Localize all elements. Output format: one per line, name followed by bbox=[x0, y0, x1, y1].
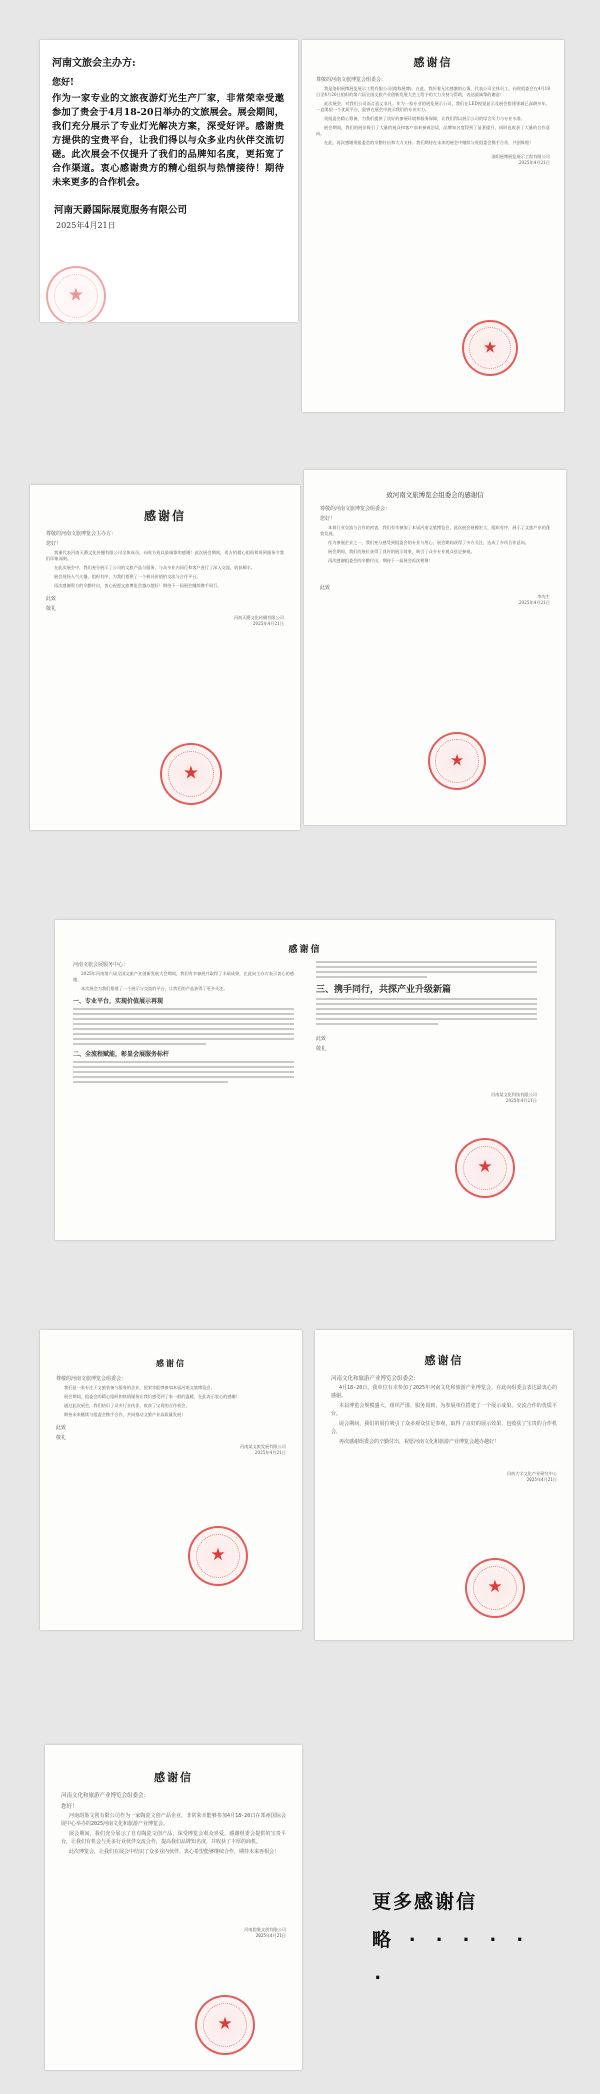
thank-you-letter-3 bbox=[30, 485, 300, 830]
letter5-columns bbox=[73, 961, 537, 1104]
thank-you-letter-5 bbox=[55, 920, 555, 1240]
letter5-right-column bbox=[316, 961, 537, 1104]
letter5-text-block bbox=[316, 998, 537, 1025]
letter5-signature-date: 2025年4月21日 bbox=[505, 1098, 537, 1103]
more-letters-line1: 更多感谢信 bbox=[372, 1891, 478, 1913]
letter8-paragraph: 展会期间，我们充分展示了自有陶瓷文创产品，深受博览会观众喜爱，感谢组委会提供的宝贵平台，让我们有机会与更多行业伙伴交流合作，提高我们品牌知名度，并收获了丰厚的商机。 bbox=[61, 1831, 286, 1845]
letter7-title: 感谢信 bbox=[424, 1354, 464, 1367]
seal-star-icon: ★ bbox=[487, 1577, 503, 1597]
letter4-paragraph: 展会期间，我们的展位获得了良好的展示效果，吸引了众多专业观众驻足参观。 bbox=[328, 549, 475, 554]
letter4-title: 致河南文旅博览会组委会的感谢信 bbox=[386, 491, 484, 499]
seal-star-icon: ★ bbox=[210, 1545, 226, 1565]
company-seal bbox=[188, 1526, 248, 1586]
letter8-paragraph: 河南韵鉴文创有限公司作为一家陶瓷文创产品企业，非常荣幸能够参加4月18-20日在郑州国际会展中心举办的2025河南文化和旅游产业博览会。 bbox=[61, 1813, 286, 1827]
seal-star-icon: ★ bbox=[482, 337, 498, 357]
letter6-paragraph: 通过此次展会，我们结识了众多行业伙伴，收获了宝贵的合作机会。 bbox=[64, 1403, 190, 1408]
letter2-paragraph: 在此，再次感谢贵组委会的辛勤付出和大力支持。我们期待在未来的展会中继续与贵组委会携手合作，共创辉煌！ bbox=[324, 140, 534, 145]
letter5-signature-company: 河南某文化科技有限公司 bbox=[490, 1092, 537, 1097]
company-seal bbox=[46, 266, 106, 322]
letter5-title: 感谢信 bbox=[288, 945, 322, 955]
letter6-signature-date: 2025年4月21日 bbox=[254, 1450, 286, 1455]
letter3-paragraph: 在此次展会中，我们充分展示了公司的文旅产品与服务，与众多业内同行和客户进行了深入交流，收获颇丰。 bbox=[54, 565, 256, 570]
letter1-body: 作为一家专业的文旅夜游灯光生产厂家，非常荣幸受邀参加了贵会于4月18-20日举办的文旅展会。展会期间，我们充分展示了专业灯光解决方案，深受好评。感谢贵方提供的宝贵平台，让我们得以与众多业内伙伴交流切磋。此次展会不仅提升了我们的品牌知名度，更拓宽了合作渠道。衷心感谢贵方的精心组织与热情接待！期待未来更多的合作机会。 bbox=[52, 93, 284, 188]
letter5-closing: 此致 bbox=[316, 1036, 327, 1042]
letter3-addressee: 尊敬的河南文旅博览会主办方： bbox=[46, 531, 117, 537]
letter7-addressee: 河南文化和旅游产业博览会组委会： bbox=[331, 1376, 420, 1382]
letter3-paragraph: 我谨代表河南天爵文化传播有限公司全体成员，向贵方致以最诚挚的感谢！此次展会期间，贵方的精心组织和周到服务令我们印象深刻。 bbox=[46, 550, 284, 561]
letter3-signature-date: 2025年4月21日 bbox=[252, 621, 284, 626]
letter6-closing2: 敬礼 bbox=[56, 1435, 67, 1441]
letter4-greeting: 您好！ bbox=[320, 516, 336, 522]
letter2-title: 感谢信 bbox=[413, 56, 453, 69]
letter1-addressee: 河南文旅会主办方: bbox=[52, 58, 136, 69]
thank-you-letter-7 bbox=[315, 1330, 573, 1640]
letter8-signature-company: 河南韵鉴文创有限公司 bbox=[244, 1926, 286, 1932]
letter6-addressee: 尊敬的河南文旅博览会组委会： bbox=[56, 1376, 127, 1382]
letter8-addressee: 河南文化和旅游产业博览会组委会： bbox=[61, 1793, 150, 1799]
letter6-signature-company: 河南某文旅发展有限公司 bbox=[239, 1444, 286, 1449]
letter2-signature-date: 2025年4月21日 bbox=[518, 160, 550, 165]
company-seal bbox=[160, 743, 222, 805]
letter4-signature-name: 李先生 bbox=[537, 594, 550, 599]
letter1-signature-date: 2025年4月21日 bbox=[56, 221, 116, 230]
letter7-paragraph: 本届博览会规模盛大、组织严谨、服务周到，为参展单位搭建了一个展示成果、交流合作的优质平台。 bbox=[331, 1403, 557, 1417]
letter2-paragraph: 展会期间，我们的展位吸引了大量的观众和客户前来参观洽谈，品牌知名度得到了显著提升，同时也收获了大量的合作意向。 bbox=[316, 125, 550, 136]
letter7-paragraph: 再次感谢组委会的辛勤付出，祝愿河南文化和旅游产业博览会越办越好！ bbox=[339, 1439, 500, 1445]
letter6-closing: 此致 bbox=[56, 1425, 67, 1431]
letter6-paragraph: 展会期间，组委会的精心组织和热情服务让我们感受到了家一般的温暖，在此表示衷心的感谢！ bbox=[64, 1394, 240, 1399]
letter2-signature-company: 洛阳展博展览展示工程有限公司 bbox=[491, 154, 550, 159]
letter7-paragraph: 4月18-20日，我单位有幸参加了2025年河南文化和旅游产业博览会，在此向组委会表达最衷心的感谢。 bbox=[331, 1385, 557, 1399]
company-seal bbox=[462, 320, 518, 376]
letter3-paragraph: 展会现场人气火爆，组织有序，为我们搭建了一个极具价值的交流与合作平台。 bbox=[54, 574, 201, 579]
letter5-text-block bbox=[73, 1061, 294, 1083]
company-seal bbox=[455, 1138, 515, 1198]
seal-star-icon: ★ bbox=[67, 284, 85, 306]
letter7-signature-date: 2025年4月21日 bbox=[526, 1476, 557, 1482]
seal-star-icon: ★ bbox=[182, 762, 200, 784]
letter8-greeting: 您好！ bbox=[61, 1804, 78, 1810]
letter6-paragraph: 我们是一家专注于文旅装备与服务的企业，很荣幸能够参加本届河南文旅博览会。 bbox=[64, 1385, 215, 1390]
company-seal bbox=[195, 1995, 255, 2055]
letter5-paragraph: 本次展会为我们搭建了一个展示与交流的平台，让我们的产品获得了更多关注。 bbox=[81, 986, 228, 991]
letter3-closing: 此致 bbox=[46, 596, 57, 602]
letter4-closing: 此致 bbox=[320, 585, 331, 591]
letter4-paragraph: 作为参展企业之一，我们充分感受到组委会的专业与用心，展会期间获得了多方关注，达成了多项合作意向。 bbox=[328, 540, 530, 545]
letter7-paragraph: 展会期间，我们的展位吸引了众多观众驻足参观，取得了良好的展示效果，也收获了宝贵的合作机会。 bbox=[331, 1421, 557, 1435]
letter5-text-block bbox=[316, 961, 537, 978]
more-letters-caption bbox=[372, 1883, 552, 1997]
thank-you-letter-2 bbox=[302, 40, 564, 412]
letter2-paragraph: 此次展会，对我们公司而言意义非凡。作为一家专业的展览展示公司，我们在LED视觉显示及展会搭建领域已深耕多年，一直渴望一个优质平台，能够在展会中展示我们的专业实力。 bbox=[316, 101, 550, 112]
letter3-paragraph: 再次感谢贵方的辛勤付出，衷心祝愿文旅博览会越办越好！期待下一届展会继续携手同行。 bbox=[54, 583, 222, 588]
letter1-greeting: 您好! bbox=[52, 78, 74, 88]
letter5-closing2: 敬礼 bbox=[316, 1046, 327, 1052]
letter5-left-column bbox=[73, 961, 294, 1104]
letter5-addressee: 河南文旅会展服务中心： bbox=[73, 962, 129, 968]
letter5-text-block bbox=[73, 1008, 294, 1045]
letter2-paragraph: 贵组委会精心筹备，为我们提供了良好的参展环境和服务保障，让我们得以展示公司的综合实力与专业水准。 bbox=[324, 116, 526, 121]
letter6-paragraph: 期待未来继续与组委会携手合作，共同推动文旅产业高质量发展！ bbox=[64, 1412, 186, 1417]
letter4-addressee: 尊敬的河南文旅博览会组委会： bbox=[320, 506, 391, 512]
letter4-signature-date: 2025年4月21日 bbox=[518, 600, 550, 605]
thank-you-letter-1 bbox=[40, 40, 298, 322]
letter3-signature-company: 河南天爵文化传播有限公司 bbox=[233, 615, 284, 620]
seal-star-icon: ★ bbox=[217, 2014, 233, 2034]
letter8-signature-date: 2025年4月21日 bbox=[255, 1932, 286, 1938]
letter3-closing2: 敬礼 bbox=[46, 606, 57, 612]
thank-you-letter-6 bbox=[40, 1330, 302, 1630]
seal-star-icon: ★ bbox=[449, 750, 465, 770]
letter5-section-heading: 二、全流程赋能，彰显会展服务标杆 bbox=[73, 1051, 170, 1058]
letter6-title: 感谢信 bbox=[156, 1358, 186, 1368]
seal-star-icon: ★ bbox=[477, 1157, 493, 1177]
thank-you-letter-8 bbox=[45, 1745, 302, 2070]
letter5-section-heading: 三、携手同行，共探产业升级新篇 bbox=[316, 985, 452, 995]
thank-you-letter-4 bbox=[304, 470, 566, 825]
company-seal bbox=[428, 732, 486, 790]
letter2-addressee: 尊敬的河南文旅博览会组委会： bbox=[316, 77, 387, 83]
letter8-paragraph: 此次博览会，让我们在展会中结识了众多业内伙伴。衷心希望能够继续合作，期待未来再相会！ bbox=[69, 1849, 280, 1855]
letter5-section-heading: 一、专业平台，实现价值展示再现 bbox=[73, 998, 164, 1005]
letter3-title: 感谢信 bbox=[143, 509, 186, 523]
letter8-title: 感谢信 bbox=[154, 1771, 193, 1784]
letter5-paragraph: 2025年河南第六届全国文旅产业创新发展大会期间，我们有幸参展并取得了丰硕成果，在此向主办方表示衷心的感谢。 bbox=[73, 971, 294, 982]
letter4-paragraph: 再次感谢组委会的辛勤付出，期待下一届展会再次相聚！ bbox=[328, 558, 433, 563]
letter4-paragraph: 本着行业交流与合作的初衷，我们有幸参加了本届河南文旅博览会，此次展会规模宏大、组织有序，展示了文旅产业的蓬勃发展。 bbox=[320, 525, 550, 536]
company-seal bbox=[465, 1558, 525, 1618]
letter2-paragraph: 我是洛阳展博展览展示工程有限公司(简称展博)。在此，我怀着无比感激的心情，代表公司全体员工，向贵组委会在4月18日至4月20日组织的第六届全国文旅产业创新发展大会上给予的大力支持与帮助，表达最诚挚的谢意！ bbox=[316, 86, 550, 97]
letter1-signature-company: 河南天爵国际展览服务有限公司 bbox=[54, 205, 188, 216]
letter7-signature-company: 河南大学文化产业研究中心 bbox=[506, 1470, 557, 1476]
more-letters-line2: 略 · · · · · · bbox=[372, 1929, 528, 1989]
letter3-greeting: 您好！ bbox=[46, 541, 62, 547]
